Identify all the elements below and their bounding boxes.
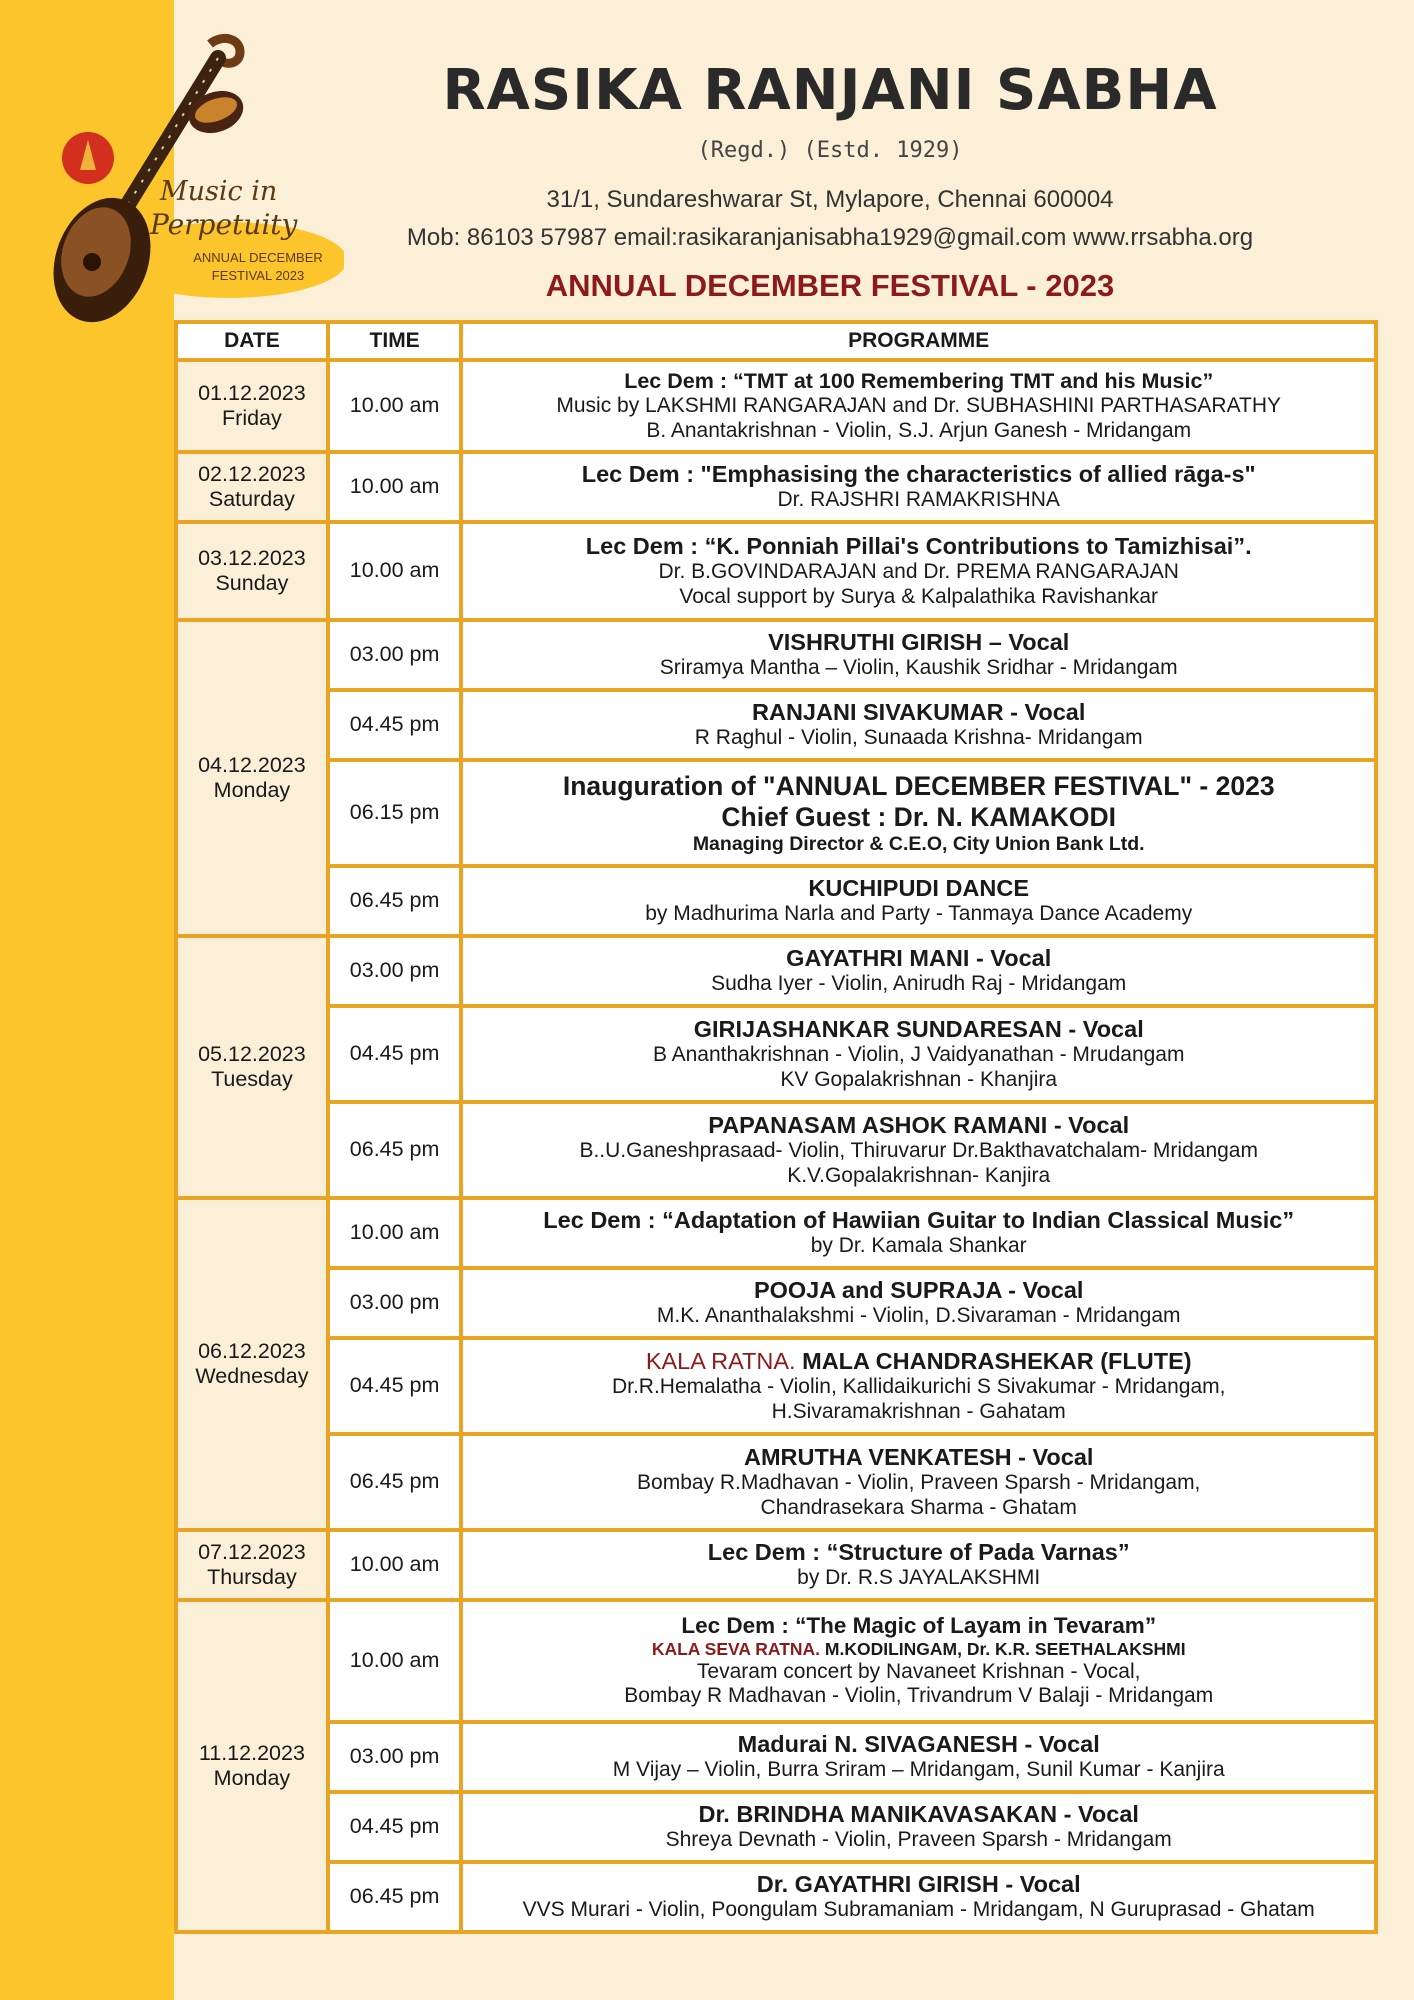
- table-row: [176, 1600, 1376, 1722]
- table-row: [176, 936, 1376, 1006]
- table-row: [176, 1434, 1376, 1530]
- time-cell: 04.45 pm: [328, 1006, 462, 1102]
- address: 31/1, Sundareshwarar St, Mylapore, Chennai 600004: [546, 186, 1114, 213]
- header-programme: PROGRAMME: [461, 322, 1376, 360]
- table-row: [176, 1530, 1376, 1600]
- date-cell: 11.12.2023 Monday: [176, 1600, 328, 1932]
- time-cell: 10.00 am: [328, 1198, 462, 1268]
- logo-text-3: ANNUAL DECEMBER: [193, 250, 323, 265]
- time-cell: 04.45 pm: [328, 690, 462, 760]
- table-row: [176, 690, 1376, 760]
- time-cell: 04.45 pm: [328, 1338, 462, 1434]
- programme-cell: Madurai N. SIVAGANESH - Vocal M Vijay – Violin, Burra Sriram – Mridangam, Sunil Kumar - Kanjira: [461, 1722, 1376, 1792]
- time-cell: 06.15 pm: [328, 760, 462, 866]
- time-cell: 06.45 pm: [328, 1434, 462, 1530]
- programme-cell: GIRIJASHANKAR SUNDARESAN - Vocal B Ananthakrishnan - Violin, J Vaidyanathan - Mrudangam KV Gopalakrishnan - Khanjira: [461, 1006, 1376, 1102]
- programme-cell: PAPANASAM ASHOK RAMANI - Vocal B..U.Ganeshprasaad- Violin, Thiruvarur Dr.Bakthavatchalam- Mridangam K.V.Gopalakrishnan- Kanjira: [461, 1102, 1376, 1198]
- table-row: [176, 760, 1376, 866]
- time-cell: 03.00 pm: [328, 620, 462, 690]
- logo-text-1: Music in: [160, 176, 278, 207]
- table-row: [176, 522, 1376, 620]
- registration-info: (Regd.) (Estd. 1929): [697, 138, 963, 163]
- programme-cell: POOJA and SUPRAJA - Vocal M.K. Ananthalakshmi - Violin, D.Sivaraman - Mridangam: [461, 1268, 1376, 1338]
- programme-cell: RANJANI SIVAKUMAR - Vocal R Raghul - Violin, Sunaada Krishna- Mridangam: [461, 690, 1376, 760]
- table-row: [176, 360, 1376, 452]
- programme-cell: Inauguration of "ANNUAL DECEMBER FESTIVAL" - 2023 Chief Guest : Dr. N. KAMAKODI Managing Director & C.E.O, City Union Bank Ltd.: [461, 760, 1376, 866]
- time-cell: 06.45 pm: [328, 1862, 462, 1932]
- time-cell: 10.00 am: [328, 1530, 462, 1600]
- table-row: [176, 866, 1376, 936]
- time-cell: 10.00 am: [328, 360, 462, 452]
- date-cell: 02.12.2023 Saturday: [176, 452, 328, 522]
- programme-cell: Lec Dem : “Structure of Pada Varnas” by Dr. R.S JAYALAKSHMI: [461, 1530, 1376, 1600]
- veena-festival-logo: [44, 30, 344, 330]
- programme-cell: Lec Dem : "Emphasising the characteristics of allied rāga-s" Dr. RAJSHRI RAMAKRISHNA: [461, 452, 1376, 522]
- award-label: KALA RATNA.: [645, 1347, 796, 1374]
- table-row: [176, 1722, 1376, 1792]
- programme-cell: Dr. GAYATHRI GIRISH - Vocal VVS Murari - Violin, Poongulam Subramaniam - Mridangam, N Guruprasad - Ghatam: [461, 1862, 1376, 1932]
- date-cell: 04.12.2023 Monday: [176, 620, 328, 936]
- programme-cell: Lec Dem : “The Magic of Layam in Tevaram” KALA SEVA RATNA. M.KODILINGAM, Dr. K.R. SEETHALAKSHMI Tevaram concert by Navaneet Krishnan - Vocal, Bombay R Madhavan - Violin, Trivandrum V Balaji - Mridangam: [461, 1600, 1376, 1722]
- table-row: [176, 620, 1376, 690]
- table-row: [176, 1862, 1376, 1932]
- programme-cell: AMRUTHA VENKATESH - Vocal Bombay R.Madhavan - Violin, Praveen Sparsh - Mridangam, Chandrasekara Sharma - Ghatam: [461, 1434, 1376, 1530]
- award-label: KALA SEVA RATNA.: [651, 1639, 821, 1660]
- date-cell: 03.12.2023 Sunday: [176, 522, 328, 620]
- schedule-table: [174, 320, 1378, 1934]
- logo-text-4: FESTIVAL 2023: [211, 268, 305, 283]
- programme-cell: Lec Dem : “Adaptation of Hawiian Guitar to Indian Classical Music” by Dr. Kamala Shankar: [461, 1198, 1376, 1268]
- header-time: TIME: [328, 322, 462, 360]
- programme-cell: Dr. BRINDHA MANIKAVASAKAN - Vocal Shreya Devnath - Violin, Praveen Sparsh - Mridangam: [461, 1792, 1376, 1862]
- programme-cell: KUCHIPUDI DANCE by Madhurima Narla and Party - Tanmaya Dance Academy: [461, 866, 1376, 936]
- date-cell: 01.12.2023 Friday: [176, 360, 328, 452]
- table-row: [176, 1268, 1376, 1338]
- table-row: [176, 1198, 1376, 1268]
- contact-info: Mob: 86103 57987 email:rasikaranjanisabha1929@gmail.com www.rrsabha.org: [406, 224, 1254, 251]
- org-name: RASIKA RANJANI SABHA: [442, 58, 1218, 123]
- header-date: DATE: [176, 322, 328, 360]
- time-cell: 03.00 pm: [328, 1268, 462, 1338]
- table-row: [176, 452, 1376, 522]
- table-header-row: [176, 322, 1376, 360]
- programme-cell: GAYATHRI MANI - Vocal Sudha Iyer - Violin, Anirudh Raj - Mridangam: [461, 936, 1376, 1006]
- table-row: [176, 1006, 1376, 1102]
- programme-cell: Lec Dem : “K. Ponniah Pillai's Contributions to Tamizhisai”. Dr. B.GOVINDARAJAN and Dr. PREMA RANGARAJAN Vocal support by Surya & Kalpalathika Ravishankar: [461, 522, 1376, 620]
- logo-text-2: Perpetuity: [150, 208, 298, 241]
- festival-title: ANNUAL DECEMBER FESTIVAL - 2023: [545, 268, 1115, 303]
- time-cell: 10.00 am: [328, 452, 462, 522]
- date-cell: 07.12.2023 Thursday: [176, 1530, 328, 1600]
- time-cell: 10.00 am: [328, 1600, 462, 1722]
- time-cell: 04.45 pm: [328, 1792, 462, 1862]
- table-row: [176, 1102, 1376, 1198]
- time-cell: 06.45 pm: [328, 866, 462, 936]
- date-cell: 06.12.2023 Wednesday: [176, 1198, 328, 1530]
- programme-cell: VISHRUTHI GIRISH – Vocal Sriramya Mantha – Violin, Kaushik Sridhar - Mridangam: [461, 620, 1376, 690]
- time-cell: 10.00 am: [328, 522, 462, 620]
- table-row: [176, 1338, 1376, 1434]
- date-cell: 05.12.2023 Tuesday: [176, 936, 328, 1198]
- time-cell: 06.45 pm: [328, 1102, 462, 1198]
- programme-cell: KALA RATNA. MALA CHANDRASHEKAR (FLUTE) Dr.R.Hemalatha - Violin, Kallidaikurichi S Sivakumar - Mridangam, H.Sivaramakrishnan - Gahatam: [461, 1338, 1376, 1434]
- time-cell: 03.00 pm: [328, 1722, 462, 1792]
- table-row: [176, 1792, 1376, 1862]
- programme-cell: Lec Dem : “TMT at 100 Remembering TMT and his Music” Music by LAKSHMI RANGARAJAN and Dr. SUBHASHINI PARTHASARATHY B. Anantakrishnan - Violin, S.J. Arjun Ganesh - Mridangam: [461, 360, 1376, 452]
- time-cell: 03.00 pm: [328, 936, 462, 1006]
